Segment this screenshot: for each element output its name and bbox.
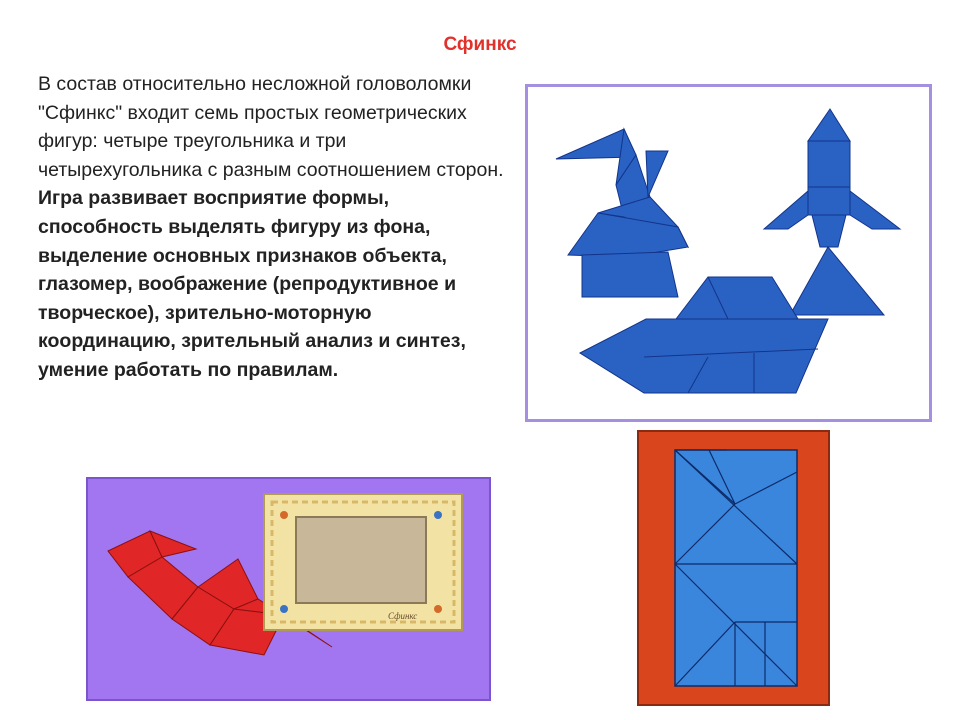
frame-decoration-3 (280, 605, 288, 613)
bird-wing (646, 151, 668, 197)
rocket-body-mid (808, 187, 850, 215)
puzzle-rectangle (675, 450, 797, 686)
description-plain: В состав относительно несложной головоломки "Сфинкс" входит семь простых геометрических фигур: четыре треугольника и три четырехугольника с разным соотношением сторон. (38, 73, 504, 181)
rocket-right-fin (850, 191, 900, 229)
small-triangle (790, 247, 884, 315)
boat-hull (580, 319, 828, 393)
boat-cabin (676, 277, 798, 319)
frame-decoration-1 (280, 511, 288, 519)
frame-decoration-2 (434, 511, 442, 519)
red-figure-drawing (88, 479, 489, 699)
rocket-tip (808, 109, 850, 141)
rocket-body-top (808, 141, 850, 187)
sphinx-frame-caption: Сфинкс (388, 611, 418, 621)
red-figure-image (86, 477, 491, 701)
description-bold: Игра развивает восприятие формы, способность выделять фигуру из фона, выделение основных признаков объекта, глазомер, воображение (репродуктивное и творческое), зрительно-моторную координацию, зрительный анализ и синтез, умение работать по правилам. (38, 187, 466, 381)
frame-decoration-4 (434, 605, 442, 613)
rocket-base (812, 215, 846, 247)
description-text (38, 70, 508, 385)
sphinx-frame-window (296, 517, 426, 603)
blue-puzzle-drawing (639, 432, 828, 704)
blue-figures-drawing (528, 87, 929, 419)
blue-figures-image (525, 84, 932, 422)
bird-tail (582, 252, 678, 297)
blue-puzzle-image (637, 430, 830, 706)
page-title: Сфинкс (443, 34, 517, 55)
rocket-left-fin (764, 191, 808, 229)
